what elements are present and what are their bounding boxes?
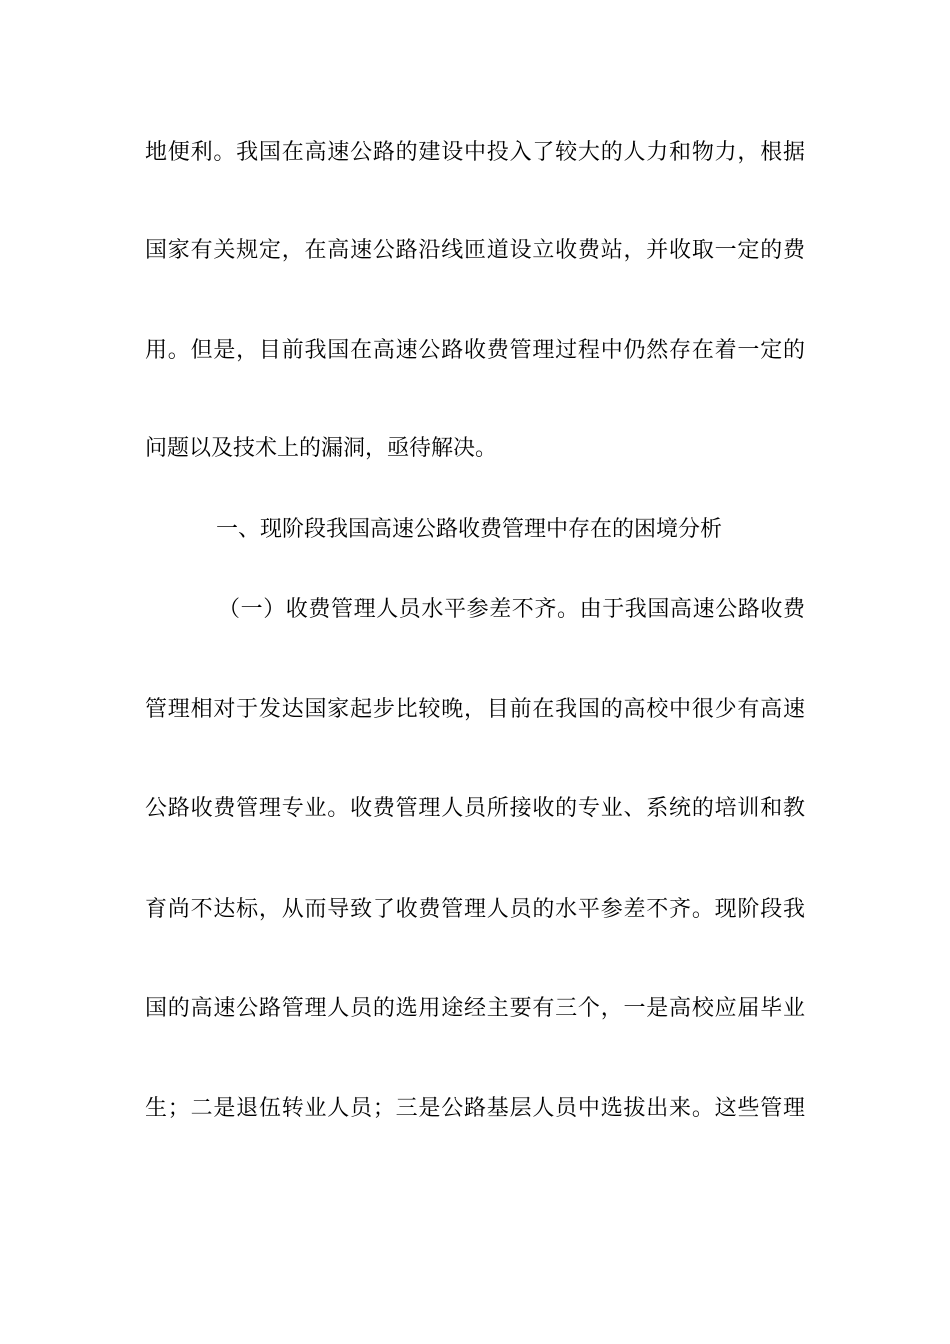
paragraph-1-line-3: 用。但是，目前我国在高速公路收费管理过程中仍然存在着一定的	[145, 338, 805, 363]
paragraph-2-line-6: 生；二是退伍转业人员；三是公路基层人员中选拔出来。这些管理	[145, 1096, 805, 1121]
paragraph-1-line-1: 地便利。我国在高速公路的建设中投入了较大的人力和物力，根据	[145, 140, 805, 165]
section-heading: 一、现阶段我国高速公路收费管理中存在的困境分析	[216, 517, 723, 542]
paragraph-1-line-2: 国家有关规定，在高速公路沿线匝道设立收费站，并收取一定的费	[145, 238, 805, 263]
paragraph-2-line-4: 育尚不达标，从而导致了收费管理人员的水平参差不齐。现阶段我	[145, 897, 805, 922]
paragraph-2-line-1: （一）收费管理人员水平参差不齐。由于我国高速公路收费	[218, 597, 805, 622]
paragraph-2-line-2: 管理相对于发达国家起步比较晚，目前在我国的高校中很少有高速	[145, 697, 805, 722]
paragraph-1-line-4: 问题以及技术上的漏洞，亟待解决。	[145, 436, 498, 461]
paragraph-2-line-3: 公路收费管理专业。收费管理人员所接收的专业、系统的培训和教	[145, 796, 805, 821]
paragraph-2-line-5: 国的高速公路管理人员的选用途经主要有三个，一是高校应届毕业	[145, 996, 805, 1021]
